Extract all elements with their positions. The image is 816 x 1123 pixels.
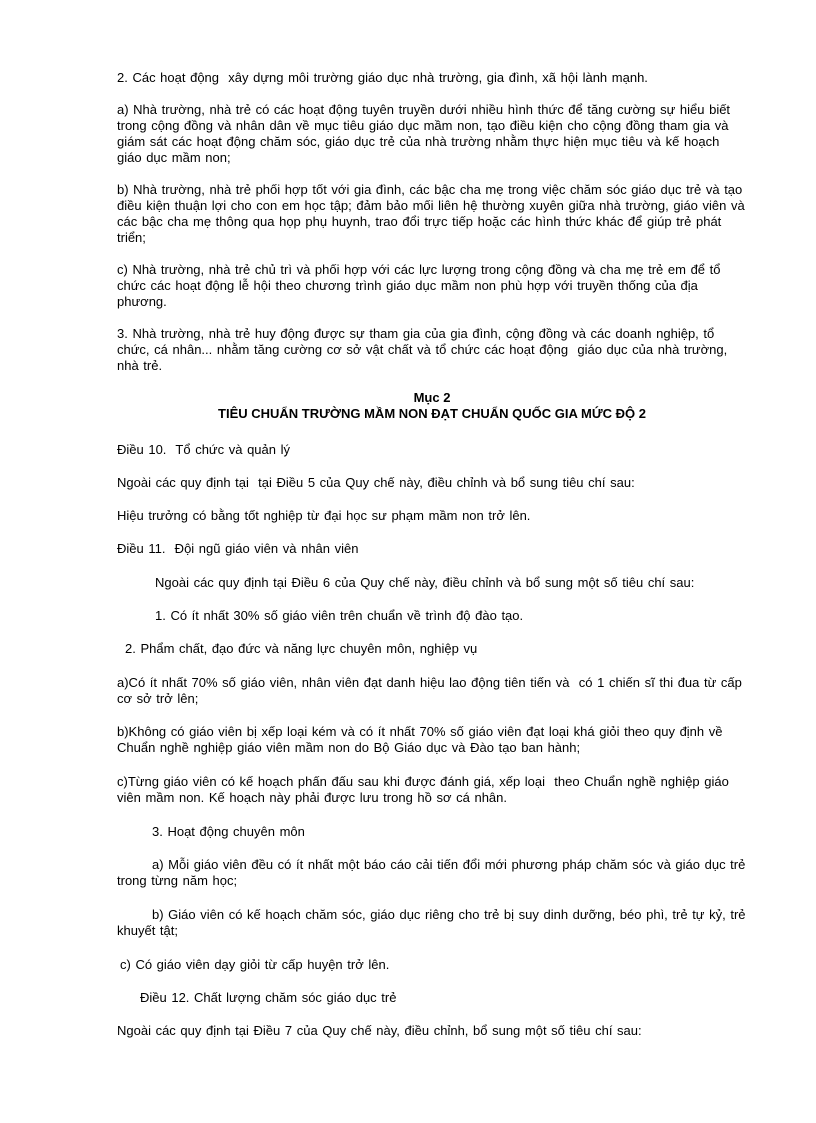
article-11-item-3c: c) Có giáo viên dạy giỏi từ cấp huyện trở lên. xyxy=(120,957,390,972)
article-11-item-3a: a) Mỗi giáo viên đều có ít nhất một báo cáo cải tiến đổi mới phương pháp chăm sóc và giáo dục trẻ trong từng năm học; xyxy=(117,857,750,888)
article-11-item-3b: b) Giáo viên có kế hoạch chăm sóc, giáo dục riêng cho trẻ bị suy dinh dưỡng, béo phì, trẻ tự kỷ, trẻ khuyết tật; xyxy=(117,907,751,938)
paragraph-2a: a) Nhà trường, nhà trẻ có các hoạt động tuyên truyền dưới nhiều hình thức để tăng cường sự hiểu biết trong cộng đồng và nhân dân về mục tiêu giáo dục mầm non, tạo điều kiện cho cộng đồng tham gia và giám sát các hoạt động chăm sóc, giáo dục trẻ của nhà trường nhằm thực hiện mục tiêu và kế hoạch giáo dục mầm non; xyxy=(117,102,735,165)
paragraph-3: 3. Nhà trường, nhà trẻ huy động được sự tham gia của gia đình, cộng đồng và các doanh nghiệp, tổ chức, cá nhân... nhằm tăng cường cơ sở vật chất và tổ chức các hoạt động giáo dục của nhà trường, nhà trẻ. xyxy=(117,326,732,373)
article-10-heading: Điều 10. Tổ chức và quản lý xyxy=(117,442,290,457)
paragraph-2c: c) Nhà trường, nhà trẻ chủ trì và phối hợp với các lực lượng trong cộng đồng và cha mẹ trẻ em để tổ chức các hoạt động lễ hội theo chương trình giáo dục mầm non phù hợp với truyền thống của địa phương. xyxy=(117,262,726,309)
article-11-item-1: 1. Có ít nhất 30% số giáo viên trên chuẩn về trình độ đào tạo. xyxy=(155,608,524,623)
section-label: Mục 2 xyxy=(413,390,451,405)
article-11-item-3: 3. Hoạt động chuyên môn xyxy=(152,824,305,839)
article-11-intro: Ngoài các quy định tại Điều 6 của Quy chế này, điều chỉnh và bổ sung một số tiêu chí sau: xyxy=(155,575,695,590)
article-11-heading: Điều 11. Đội ngũ giáo viên và nhân viên xyxy=(117,541,359,556)
article-11-item-2: 2. Phẩm chất, đạo đức và năng lực chuyên môn, nghiệp vụ xyxy=(125,641,478,656)
article-12-intro: Ngoài các quy định tại Điều 7 của Quy chế này, điều chỉnh, bổ sung một số tiêu chí sau: xyxy=(117,1023,642,1038)
paragraph-2b: b) Nhà trường, nhà trẻ phối hợp tốt với gia đình, các bậc cha mẹ trong việc chăm sóc giáo dục trẻ và tạo điều kiện thuận lợi cho con em học tập; đảm bảo mối liên hệ thường xuyên giữa nhà trường, giáo viên và các bậc cha mẹ thông qua họp phụ huynh, trao đổi trực tiếp hoặc các hình thức khác để giúp trẻ phát triển; xyxy=(117,182,750,245)
article-11-item-2c: c)Từng giáo viên có kế hoạch phấn đấu sau khi được đánh giá, xếp loại theo Chuẩn nghề nghiệp giáo viên mầm non. Kế hoạch này phải được lưu trong hồ sơ cá nhân. xyxy=(117,774,734,805)
paragraph-2-heading: 2. Các hoạt động xây dựng môi trường giáo dục nhà trường, gia đình, xã hội lành mạnh. xyxy=(117,70,648,85)
section-title: TIÊU CHUẨN TRƯỜNG MẦM NON ĐẠT CHUẨN QUỐC GIA MỨC ĐỘ 2 xyxy=(218,406,646,421)
article-11-item-2a: a)Có ít nhất 70% số giáo viên, nhân viên đạt danh hiệu lao động tiên tiến và có 1 chiến sĩ thi đua từ cấp cơ sở trở lên; xyxy=(117,675,747,706)
article-11-item-2b: b)Không có giáo viên bị xếp loại kém và có ít nhất 70% số giáo viên đạt loại khá giỏi theo quy định về Chuẩn nghề nghiệp giáo viên mầm non do Bộ Giáo dục và Đào tạo ban hành; xyxy=(117,724,728,755)
article-10-criterion: Hiệu trưởng có bằng tốt nghiệp từ đại học sư phạm mầm non trở lên. xyxy=(117,508,531,523)
article-12-heading: Điều 12. Chất lượng chăm sóc giáo dục trẻ xyxy=(140,990,397,1005)
article-10-intro: Ngoài các quy định tại tại Điều 5 của Quy chế này, điều chỉnh và bổ sung tiêu chí sau: xyxy=(117,475,635,490)
